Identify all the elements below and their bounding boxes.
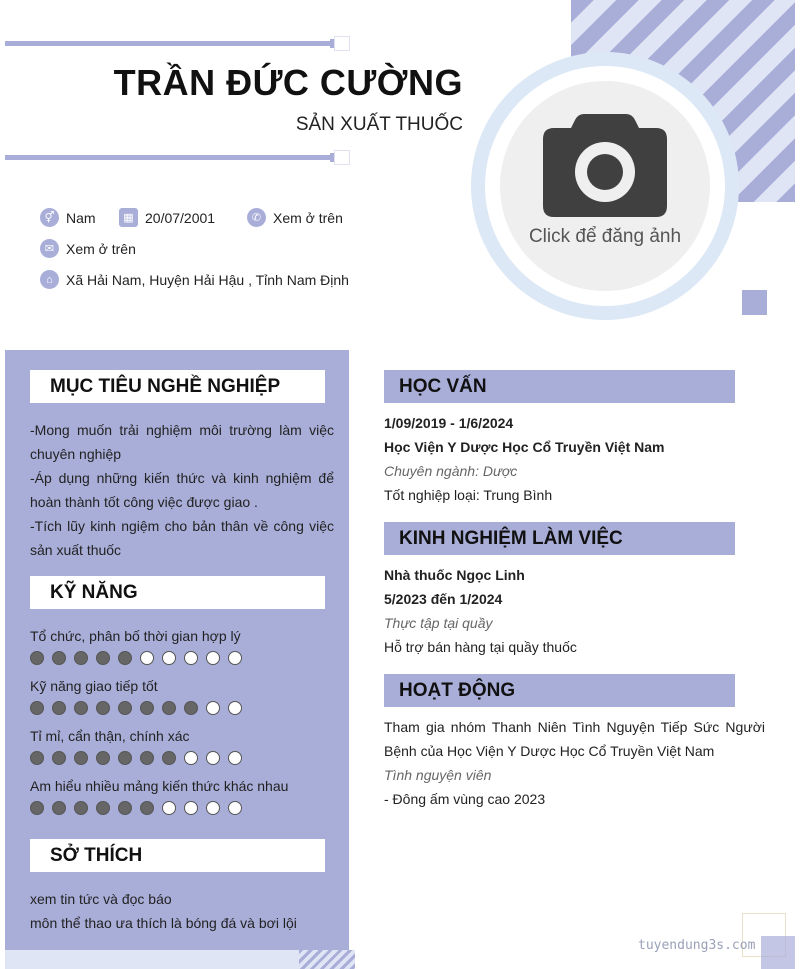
rating-dot-filled [162, 701, 176, 715]
rating-dot-filled [30, 651, 44, 665]
hobby-item: môn thể thao ưa thích là bóng đá và bơi lội [30, 915, 297, 931]
rating-dot-filled [30, 801, 44, 815]
skills-title: KỸ NĂNG [30, 576, 325, 609]
objective-title: MỤC TIÊU NGHỀ NGHIỆP [30, 370, 325, 403]
rating-dot-filled [118, 801, 132, 815]
hobbies-title: SỞ THÍCH [30, 839, 325, 872]
skill-rating [30, 651, 242, 665]
contact-gender [40, 208, 96, 227]
rating-dot-filled [52, 701, 66, 715]
camera-icon [542, 108, 668, 218]
rating-dot-empty [228, 701, 242, 715]
rating-dot-empty [206, 751, 220, 765]
rating-dot-filled [74, 701, 88, 715]
contact-birthdate [119, 208, 215, 227]
education-result: Tốt nghiệp loại: Trung Bình [384, 487, 553, 503]
education-period: 1/09/2019 - 1/6/2024 [384, 415, 514, 431]
rating-dot-filled [74, 751, 88, 765]
bottom-stripes [299, 950, 355, 969]
experience-title: KINH NGHIỆM LÀM VIỆC [384, 522, 735, 555]
rating-dot-filled [74, 801, 88, 815]
rating-dot-filled [52, 751, 66, 765]
rating-dot-empty [228, 651, 242, 665]
skill-name: Tỉ mỉ, cẩn thận, chính xác [30, 728, 190, 744]
activities-title: HOẠT ĐỘNG [384, 674, 735, 707]
rating-dot-filled [30, 701, 44, 715]
gender-icon: ⚥ [40, 208, 59, 227]
watermark: tuyendung3s.com [638, 938, 756, 953]
job-title: SẢN XUẤT THUỐC [295, 114, 463, 135]
home-icon: ⌂ [40, 270, 59, 289]
activities-detail: - Đông ấm vùng cao 2023 [384, 791, 546, 807]
rating-dot-filled [118, 651, 132, 665]
objective-text [30, 418, 334, 562]
header-top-rule [5, 41, 330, 46]
rating-dot-empty [206, 651, 220, 665]
phone-text: Xem ở trên [273, 209, 343, 226]
activities-role: Tình nguyện viên [384, 767, 492, 783]
rating-dot-empty [206, 801, 220, 815]
rating-dot-filled [118, 751, 132, 765]
skill-rating [30, 801, 242, 815]
skill-name: Tổ chức, phân bố thời gian hợp lý [30, 628, 241, 644]
contact-phone [247, 208, 343, 227]
rating-dot-filled [96, 751, 110, 765]
education-major: Chuyên ngành: Dược [384, 463, 518, 479]
skill-name: Kỹ năng giao tiếp tốt [30, 678, 158, 694]
email-text: Xem ở trên [66, 240, 136, 257]
rating-dot-filled [118, 701, 132, 715]
rating-dot-filled [140, 801, 154, 815]
rating-dot-empty [206, 701, 220, 715]
rating-dot-empty [184, 801, 198, 815]
rating-dot-filled [74, 651, 88, 665]
rating-dot-empty [228, 801, 242, 815]
birthdate-text: 20/07/2001 [145, 209, 216, 226]
rating-dot-empty [162, 801, 176, 815]
education-school: Học Viện Y Dược Học Cổ Truyền Việt Nam [384, 439, 665, 455]
rating-dot-empty [184, 751, 198, 765]
rating-dot-filled [140, 701, 154, 715]
phone-icon: ✆ [247, 208, 266, 227]
photo-upload[interactable] [500, 81, 710, 291]
rating-dot-filled [96, 651, 110, 665]
calendar-icon: ▦ [119, 208, 138, 227]
rating-dot-filled [52, 651, 66, 665]
contact-email [40, 239, 136, 258]
objective-line: -Áp dụng những kiến thức và kinh nghiệm để hoàn thành tốt công việc được giao . [30, 470, 334, 510]
objective-line: -Mong muốn trải nghiệm môi trường làm việc chuyên nghiệp [30, 422, 334, 462]
rating-dot-empty [228, 751, 242, 765]
rating-dot-filled [184, 701, 198, 715]
candidate-name: TRẦN ĐỨC CƯỜNG [113, 62, 463, 103]
experience-company: Nhà thuốc Ngọc Linh [384, 567, 525, 583]
rating-dot-filled [52, 801, 66, 815]
objective-line: -Tích lũy kinh ngiệm cho bản thân về công việc sản xuất thuốc [30, 518, 334, 558]
email-icon: ✉ [40, 239, 59, 258]
rating-dot-empty [184, 651, 198, 665]
experience-description: Hỗ trợ bán hàng tại quầy thuốc [384, 639, 577, 655]
rating-dot-filled [140, 751, 154, 765]
activities-description: Tham gia nhóm Thanh Niên Tình Nguyện Tiếp Sức Người Bệnh của Học Viện Y Dược Học Cổ Truyền Việt Nam [384, 719, 765, 759]
rating-dot-filled [96, 801, 110, 815]
rating-dot-filled [96, 701, 110, 715]
contact-address [40, 270, 349, 289]
experience-period: 5/2023 đến 1/2024 [384, 591, 503, 607]
gender-text: Nam [66, 209, 96, 226]
skill-rating [30, 751, 242, 765]
rating-dot-filled [30, 751, 44, 765]
education-title: HỌC VẤN [384, 370, 735, 403]
photo-caption[interactable]: Click để đăng ảnh [528, 226, 682, 247]
rating-dot-empty [162, 651, 176, 665]
experience-role: Thực tập tại quầy [384, 615, 493, 631]
header-bottom-rule [5, 155, 330, 160]
rating-dot-filled [162, 751, 176, 765]
skill-rating [30, 701, 242, 715]
skill-name: Am hiểu nhiều mảng kiến thức khác nhau [30, 778, 289, 794]
hobby-item: xem tin tức và đọc báo [30, 891, 172, 907]
decorative-square [742, 290, 767, 315]
decorative-corner-square [761, 936, 795, 969]
address-text: Xã Hải Nam, Huyện Hải Hậu , Tỉnh Nam Định [66, 271, 349, 288]
rating-dot-empty [140, 651, 154, 665]
